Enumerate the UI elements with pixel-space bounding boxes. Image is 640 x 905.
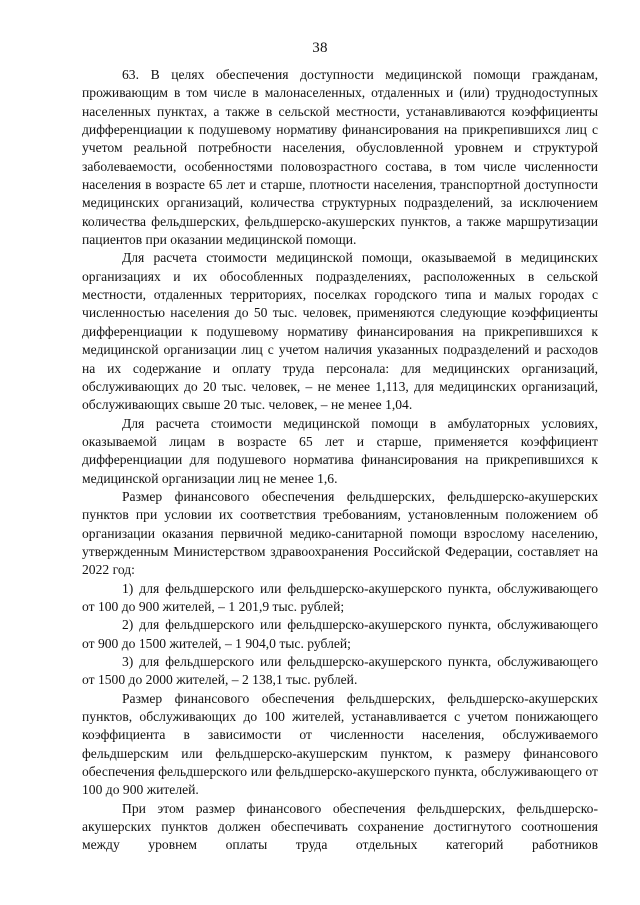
document-body bbox=[82, 66, 598, 855]
paragraph-feldsher-funding-intro: Размер финансового обеспечения фельдшерских, фельдшерско-акушерских пунктов при условии их соответствия требованиям, установленным положением об организации оказания первичной медико-санитарной помощи взрослому населению, утвержденным Министерством здравоохранения Российской Федерации, составляет на 2022 год: bbox=[82, 488, 598, 578]
page-number: 38 bbox=[312, 40, 328, 56]
list-item-1: 1) для фельдшерского или фельдшерско-акушерского пункта, обслуживающего от 100 до 900 жителей, – 1 201,9 тыс. рублей; bbox=[82, 580, 598, 614]
paragraph-63-accessibility-coefficients: 63. В целях обеспечения доступности медицинской помощи гражданам, проживающим в том числе в малонаселенных, отдаленных и (или) труднодоступных населенных пунктах, а также в сельской местности, устанавливаются коэффициенты дифференциации к подушевому нормативу финансирования на прикрепившихся лиц с учетом реальной потребности населения, обусловленной уровнем и структурой заболеваемости, особенностями половозрастного состава, в том числе численности населения в возрасте 65 лет и старше, плотности населения, транспортной доступности медицинских организаций, количества структурных подразделений, за исключением количества фельдшерских, фельдшерско-акушерских пунктов, а также маршрутизации пациентов при оказании медицинской помощи. bbox=[82, 67, 598, 248]
paragraph-rural-coefficients: Для расчета стоимости медицинской помощи, оказываемой в медицинских организациях и их обособленных подразделениях, расположенных в сельской местности, отдаленных территориях, поселках городского типа и малых городах с численностью населения до 50 тыс. человек, применяются следующие коэффициенты дифференциации к подушевому нормативу финансирования на прикрепившихся к медицинской организации лиц с учетом наличия указанных подразделений и расходов на их содержание и оплату труда персонала: для медицинских организаций, обслуживающих до 20 тыс. человек, – не менее 1,113, для медицинских организаций, обслуживающих свыше 20 тыс. человек, – не менее 1,04. bbox=[82, 250, 598, 413]
paragraph-elderly-coefficient: Для расчета стоимости медицинской помощи в амбулаторных условиях, оказываемой лицам в возрасте 65 лет и старше, применяется коэффициент дифференциации для подушевого норматива финансирования на прикрепившихся к медицинской организации лиц не менее 1,6. bbox=[82, 415, 598, 486]
paragraph-wage-ratio: При этом размер финансового обеспечения фельдшерских, фельдшерско-акушерских пунктов должен обеспечивать сохранение достигнутого соотношения между уровнем оплаты труда отдельных категорий работников bbox=[82, 800, 598, 853]
list-item-3: 3) для фельдшерского или фельдшерско-акушерского пункта, обслуживающего от 1500 до 2000 жителей, – 2 138,1 тыс. рублей. bbox=[82, 654, 598, 688]
list-item-2: 2) для фельдшерского или фельдшерско-акушерского пункта, обслуживающего от 900 до 1500 жителей, – 1 904,0 тыс. рублей; bbox=[82, 617, 598, 651]
paragraph-small-feldsher-funding: Размер финансового обеспечения фельдшерских, фельдшерско-акушерских пунктов, обслуживающих до 100 жителей, устанавливается с учетом понижающего коэффициента в зависимости от численности населения, обслуживаемого фельдшерским или фельдшерско-акушерским пунктом, к размеру финансового обеспечения фельдшерского или фельдшерско-акушерского пункта, обслуживающего от 100 до 900 жителей. bbox=[82, 690, 598, 798]
